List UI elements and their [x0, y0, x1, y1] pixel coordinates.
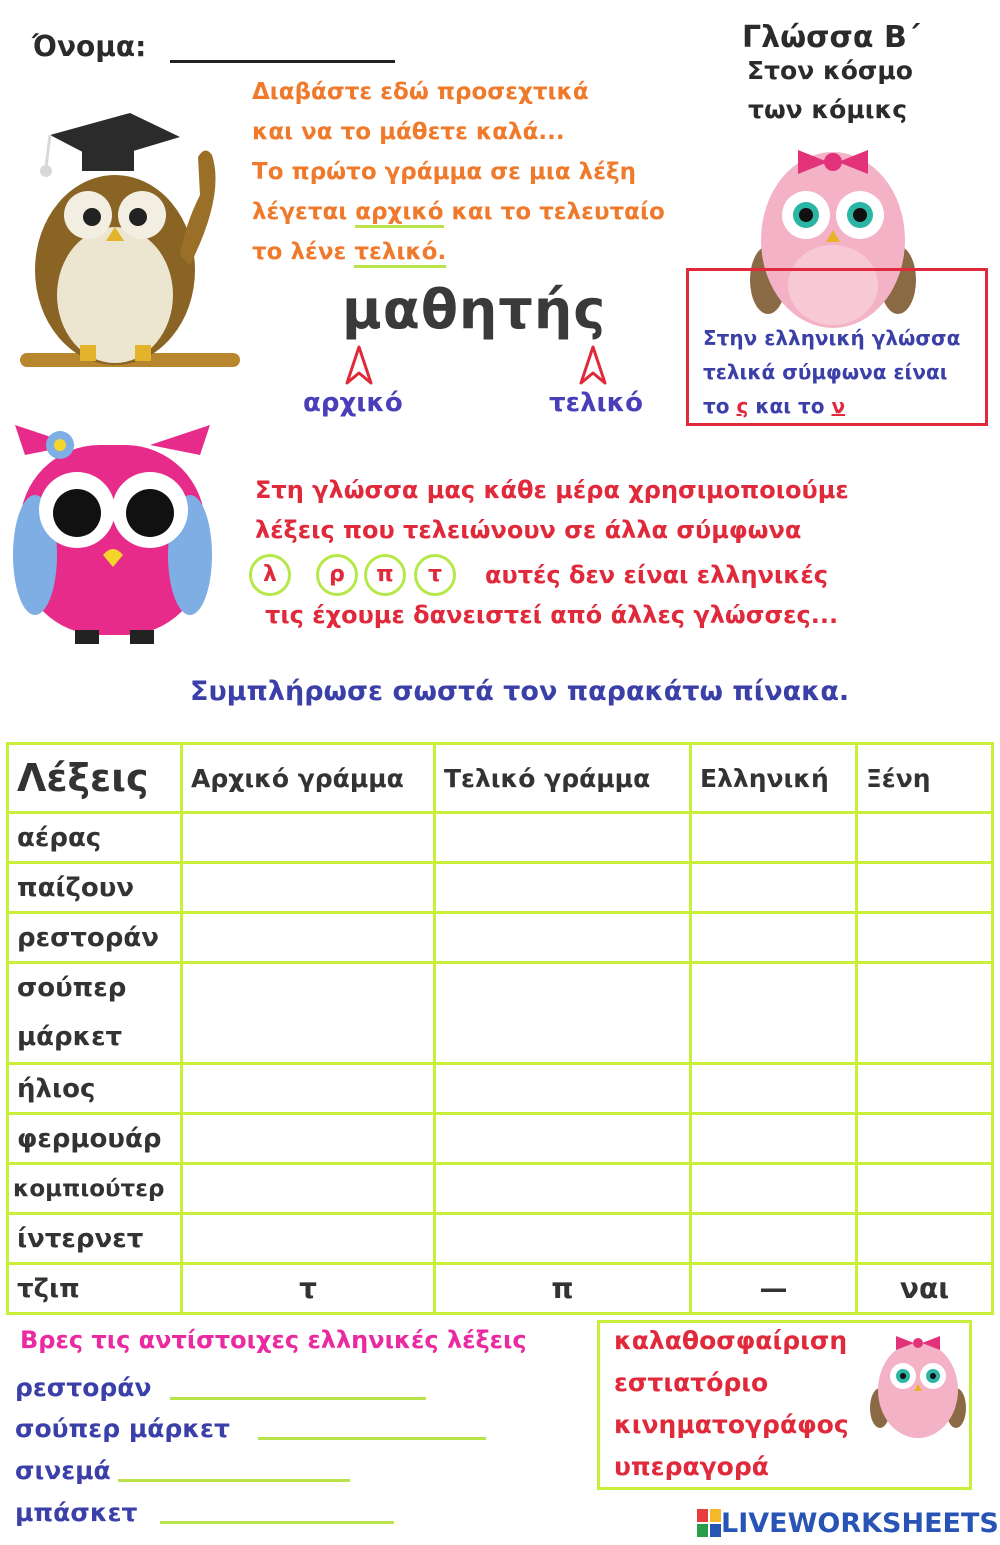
rule-line-3-mid: και το [755, 394, 825, 418]
example-word: μαθητής [342, 278, 607, 341]
intro-keyword-initial: αρχικό [355, 199, 443, 228]
table-row [8, 863, 993, 913]
greek-input[interactable] [691, 1114, 857, 1164]
initial-input[interactable] [182, 1064, 435, 1114]
table-row [8, 1164, 993, 1214]
foreign-input[interactable] [857, 1164, 993, 1214]
intro-line-5 [252, 232, 446, 272]
word-cell: κομπιούτερ [8, 1164, 182, 1214]
header-initial: Αρχικό γράμμα [182, 744, 435, 813]
initial-input[interactable] [182, 1114, 435, 1164]
intro-line-2: και να το μάθετε καλά... [252, 119, 565, 145]
intro-keyword-final: τελικό. [354, 239, 446, 268]
foreign-line-4: τις έχουμε δανειστεί από άλλες γλώσσες... [265, 601, 839, 629]
small-pink-owl-illustration [868, 1328, 968, 1440]
intro-line-4 [252, 192, 665, 232]
option-4: υπεραγορά [614, 1452, 769, 1481]
foreign-input[interactable] [857, 813, 993, 863]
foreign-line-2: λέξεις που τελειώνουν σε άλλα σύμφωνα [255, 516, 802, 544]
name-label: Όνομα: [32, 30, 147, 63]
intro-line-1: Διαβάστε εδώ προσεχτικά [252, 79, 589, 105]
foreign-line-3: αυτές δεν είναι ελληνικές [485, 561, 828, 589]
subject-title: Γλώσσα Β΄ [742, 20, 921, 55]
match-word-1: ρεστοράν [15, 1373, 152, 1402]
match-word-3: σινεμά [15, 1456, 111, 1485]
intro-line-5-text: το λένε [252, 239, 347, 265]
greek-input[interactable] [691, 1214, 857, 1264]
word-cell: ίντερνετ [8, 1214, 182, 1264]
word-line-2: μάρκετ [17, 1022, 123, 1052]
final-input[interactable]: π [435, 1264, 691, 1314]
initial-arrow-icon [344, 345, 374, 387]
liveworksheets-logo-icon [697, 1509, 721, 1537]
initial-input[interactable] [182, 963, 435, 1064]
initial-input[interactable] [182, 1164, 435, 1214]
liveworksheets-logo-text: LIVEWORKSHEETS [721, 1507, 999, 1539]
final-input[interactable] [435, 1164, 691, 1214]
initial-label: αρχικό [303, 388, 403, 418]
final-input[interactable] [435, 1214, 691, 1264]
greek-input[interactable] [691, 1064, 857, 1114]
subject-subtitle-2: των κόμικς [748, 95, 908, 124]
foreign-input[interactable] [857, 1114, 993, 1164]
rule-line-2: τελικά σύμφωνα είναι [703, 360, 948, 384]
rule-letter-sigma: ς [736, 394, 749, 418]
letter-circle-lambda: λ [249, 554, 291, 596]
foreign-input[interactable] [857, 1064, 993, 1114]
greek-input[interactable] [691, 963, 857, 1064]
greek-input[interactable] [691, 813, 857, 863]
option-3: κινηματογράφος [614, 1410, 849, 1439]
foreign-input[interactable] [857, 1214, 993, 1264]
table-row [8, 1064, 993, 1114]
final-input[interactable] [435, 1064, 691, 1114]
table-row [8, 1114, 993, 1164]
final-input[interactable] [435, 863, 691, 913]
letter-circle-pi: π [364, 554, 406, 596]
initial-input[interactable] [182, 813, 435, 863]
word-cell: αέρας [8, 813, 182, 863]
initial-input[interactable] [182, 1214, 435, 1264]
rule-line-3-pre: το [703, 394, 730, 418]
word-cell: ρεστοράν [8, 913, 182, 963]
greek-input[interactable] [691, 913, 857, 963]
subject-subtitle-1: Στον κόσμο [747, 56, 913, 85]
professor-owl-illustration [0, 95, 240, 395]
table-header-row [8, 744, 993, 813]
matching-title: Βρες τις αντίστοιχες ελληνικές λέξεις [20, 1326, 527, 1354]
header-words: Λέξεις [8, 744, 182, 813]
initial-input[interactable]: τ [182, 1264, 435, 1314]
table-row [8, 1214, 993, 1264]
table-row [8, 813, 993, 863]
option-2: εστιατόριο [614, 1368, 769, 1397]
rule-line-3 [703, 394, 845, 418]
intro-line-4-text: λέγεται [252, 199, 348, 225]
rule-letter-nu: ν [831, 394, 846, 418]
intro-line-4-end: και το τελευταίο [451, 199, 665, 225]
match-answer-3[interactable] [118, 1479, 350, 1482]
foreign-input[interactable] [857, 913, 993, 963]
match-answer-4[interactable] [160, 1521, 394, 1524]
match-word-2: σούπερ μάρκετ [15, 1414, 230, 1443]
initial-input[interactable] [182, 913, 435, 963]
rule-line-1: Στην ελληνική γλώσσα [703, 326, 961, 350]
final-input[interactable] [435, 963, 691, 1064]
word-cell: παίζουν [8, 863, 182, 913]
final-input[interactable] [435, 813, 691, 863]
foreign-input[interactable] [857, 963, 993, 1064]
word-classification-table [6, 742, 994, 1315]
letter-circle-tau: τ [414, 554, 456, 596]
option-1: καλαθοσφαίριση [614, 1326, 848, 1355]
word-cell [8, 963, 182, 1064]
foreign-input[interactable] [857, 863, 993, 913]
final-arrow-icon [578, 345, 608, 387]
match-answer-2[interactable] [258, 1437, 486, 1440]
table-instruction: Συμπλήρωσε σωστά τον παρακάτω πίνακα. [190, 676, 850, 707]
word-line-1: σούπερ [17, 973, 127, 1003]
magenta-owl-illustration [5, 415, 220, 655]
table-row [8, 963, 993, 1064]
final-label: τελικό [549, 388, 643, 418]
header-foreign: Ξένη [857, 744, 993, 813]
final-input[interactable] [435, 1114, 691, 1164]
initial-input[interactable] [182, 863, 435, 913]
liveworksheets-logo [697, 1506, 999, 1540]
match-answer-1[interactable] [170, 1397, 426, 1400]
foreign-line-1: Στη γλώσσα μας κάθε μέρα χρησιμοποιούμε [255, 476, 849, 504]
intro-line-3: Το πρώτο γράμμα σε μια λέξη [252, 159, 636, 185]
word-cell: φερμουάρ [8, 1114, 182, 1164]
header-final: Τελικό γράμμα [435, 744, 691, 813]
final-input[interactable] [435, 913, 691, 963]
match-word-4: μπάσκετ [15, 1498, 138, 1527]
header-greek: Ελληνική [691, 744, 857, 813]
table-row [8, 913, 993, 963]
foreign-input[interactable]: ναι [857, 1264, 993, 1314]
word-cell: ήλιος [8, 1064, 182, 1114]
greek-input[interactable]: — [691, 1264, 857, 1314]
letter-circle-rho: ρ [316, 554, 358, 596]
greek-input[interactable] [691, 863, 857, 913]
word-cell: τζιπ [8, 1264, 182, 1314]
name-input[interactable] [170, 60, 395, 63]
greek-input[interactable] [691, 1164, 857, 1214]
table-row [8, 1264, 993, 1314]
